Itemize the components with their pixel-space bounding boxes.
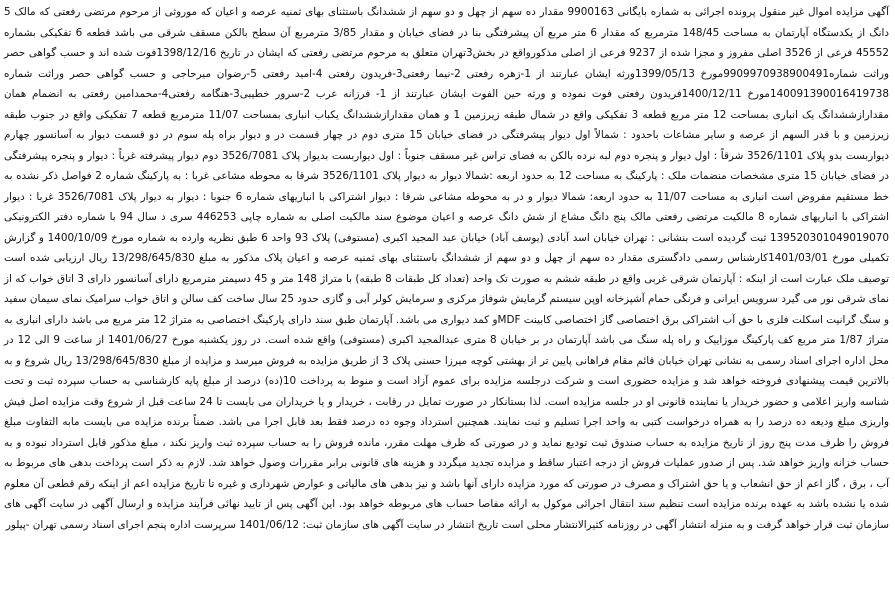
auction-notice-text: آگهی مزایده اموال غیر منقول پرونده اجرائی به شماره بایگانی 9900163 مقدار ده سهم از چهل و دو سهم از ششدانگ باستثنای بهای ثمنیه عرصه و اعیان که موروثی از مرحوم مرتضی رفعتی که مالک 5 دانگ از یکدستگاه آپارتمان به مساحت 148/45 مترمربع که مقدار 6 متر مربع آن پیشرفتگی بنا در فضای خیابان و مقدار 3/85 مترمربع آن سطح بالکن مسقف شرقی می باشد قطعه 6 تفکیکی بشماره 45552 فرعی از 3526 اصلی مفروز و مجزا شده از 9237 فرعی از اصلی مذکورواقع در بخش3تهران متعلق به مرحوم مرتضی رفعتی که ایشان در تاریخ 1398/12/16فوت شده اند و حسب گواهی حصر وراثت شماره9909970938900491مورخ 1399/05/13ورثه ایشان عبارتند از 1-زهره رفعتی 2-نیما رفعتی3-فریدون رفعتی 4-امید رفعتی 5-رضوان میرحاجی و حسب گواهی حصر وراثت شماره 140091390016419738مورخ 1400/12/11فریدون رفعتی فوت نموده و ورثه حین الفوت ایشان عبارتند از 1- فرزانه عرب 2-سرور خطیبی3-هنگامه رفعتی4-محمدامین رفعتی به انضمام همان مقدارازششدانگ یک انباری بمساحت 12 متر مربع قطعه 3 تفکیکی واقع در شمال طبقه زیرزمین 1 و همان مقدارازششدانگ یکباب انباری بمساحت 11/07 مترمربع قطعه 7 تفکیکی واقع در جنوب طبقه زیرزمین و با قدر السهم از عرصه و سایر مشاعات باحدود : شمالاً اول دیوار پیشرفتگی در فضای خیابان 15 متری دوم در چهار قسمت در و دیوار براه پله سوم در دو قسمت دیوار به آسانسور چهارم دیواربست بدو پلاک 3526/1101 شرقاً : اول دیوار و پنجره دوم لبه نرده بالکن به فضای تراس غیر مسقف جنوباً : اول دیواربست بدیوار پلاک 3526/7081 دوم دیوار پیشرفته غرباً : دیوار و پنجره پیشرفتگی در فضای خیابان 15 متری مشخصات منضمات ملک : پارکینگ به مساحت 12 به حدود اربعه :شمالا دیوار به دیوار پلاک 3526/1101 شرقا به محوطه مشاعی غربا : به پارکینگ شماره 2 فواصل ذکر نشده به خط مستقیم مفروض است انباری به مساحت 11/07 به حدود اربعه: شمالا دیوار و در به محوطه مشاعی شرقا : دیوار اشتراکی با انباریهای شماره 6 جنوبا : دیوار به دیوار پلاک 3526/7081 غربا : دیوار اشتراکی با انباریهای شماره 8 مالکیت مرتضی رفعتی مالک پنج دانگ مشاع از شش دانگ عرصه و اعیان موضوع سند مالکیت اصلی به شماره چاپی 446253 سری د سال 94 با شماره دفتر الکترونیکی 139520301049019070 ثبت گردیده است بنشانی : تهران خیابان اسد آبادی (یوسف آباد) خیابان عبد المجید اکبری (مستوفی) پلاک 93 واحد 6 طبق نظریه وارده به شماره مورخ 1400/10/09 و گزارش تکمیلی مورخ 1401/03/01کارشناس رسمی دادگستری مقدار ده سهم از چهل و دو سهم از ششدانگ باستثنای بهای ثمنیه عرصه و اعیان پلاک مذکور به مبلغ 13/298/645/830 ریال ارزیابی شده است توصیف ملک عبارت است از اینکه : آپارتمان شرقی غربی واقع در طبقه ششم به صورت تک واحد (تعداد کل طبقات 8 طبقه) با متراژ 148 متر و 45 دسیمتر مترمربع دارای آسانسور دارای 3 اتاق خواب که از نمای شرقی نور می گیرد سرویس ایرانی و فرنگی حمام آشپزخانه اوپن سیستم گرمایش شوفاژ مرکزی و سرمایش کولر آبی و گازی حدود 25 سال ساخت کف سالن و اتاق خواب سرامیک نمای سیمان سفید و سنگ گرانیت اسکلت فلزی با حق آب اشتراکی برق اختصاصی گاز اختصاصی کابینت MDFو کمد دیواری می باشد. آپارتمان طبق سند دارای پارکینگ اختصاصی به متراژ 12 متر مربع می باشد دارای انباری به متراژ 1/87 متر مربع کف پارکینگ موزاییک و راه پله سنگ می باشد آپارتمان در بر خیابان 8 متری عبدالمجید اکبری (مستوفی) واقع شده است. در روز یکشنبه مورخ 1401/06/27 از ساعت 9 الی 12 در محل اداره اجرای اسناد رسمی به نشانی تهران خیابان قائم مقام فراهانی پایین تر از بهشتی کوچه میرزا حسنی پلاک 3 از طریق مزایده به فروش میرسد و مزایده از مبلغ 13/298/645/830 ریال شروع و به بالاترین قیمت پیشنهادی فروخته خواهد شد و مزایده حضوری است و شرکت درجلسه مزایده برای عموم آزاد است و منوط به پرداخت 10(ده) درصد از مبلغ پایه کارشناسی به حساب سپرده ثبت و تحت شناسه واریز اعلامی و حضور خریدار یا نماینده قانونی او در جلسه مزایده است. لذا بستانکار در صورت تمایل در رقابت ، خریدار و یا خریداران می بایست تا 24 ساعت قبل از شروع وقت مزایده اصل فیش واریزی مبلغ ودیعه ده درصد را به همراه درخواست کتبی به واحد اجرا تسلیم و ثبت نمایند. همچنین استرداد وجوه ده درصد فقط بعد قابل اجرا می باشد. ضمناً برنده مزایده می بایست مابه التفاوت مبلغ فروش را ظرف مدت پنج روز از تاریخ مزایده به حساب صندوق ثبت تودیع نماید و در صورتی که ظرف مهلت مقرر، مانده فروش را به حساب سپرده ثبت واریز نکند ، مبلغ مذکور قابل استرداد نبوده و به حساب خزانه واریز خواهد شد. پس از صدور عملیات فروش از درجه اعتبار ساقط و مزایده تجدید میگردد و هزینه های قانونی برابر مقررات وصول خواهد شد. لازم به ذکر است پرداخت بدهی های مربوط به آب ، برق ، گاز اعم از حق انشعاب و یا حق اشتراک و مصرف در صورتی که مورد مزایده دارای آنها باشد و نیز بدهی های مالیاتی و عوارض شهرداری و غیره تا تاریخ مزایده اعم از اینکه رقم قطعی آن معلوم شده یا نشده باشد به عهده برنده مزایده است تنظیم سند انتقال اجرائی موکول به ارائه مفاصا حساب های مربوطه خواهد بود. این آگهی پس از تایید نهائی فرآیند مزایده و ارسال آگهی در سایت آگهی های سازمان ثبت قرار خواهد گرفت و به منزله انتشار آگهی در روزنامه کثیرالانتشار محلی است تاریخ انتشار در سایت آگهی های سازمان ثبت: 1401/06/12 سرپرست اداره پنجم اجرای اسناد رسمی تهران -پیلور xyxy=(4,6,890,531)
